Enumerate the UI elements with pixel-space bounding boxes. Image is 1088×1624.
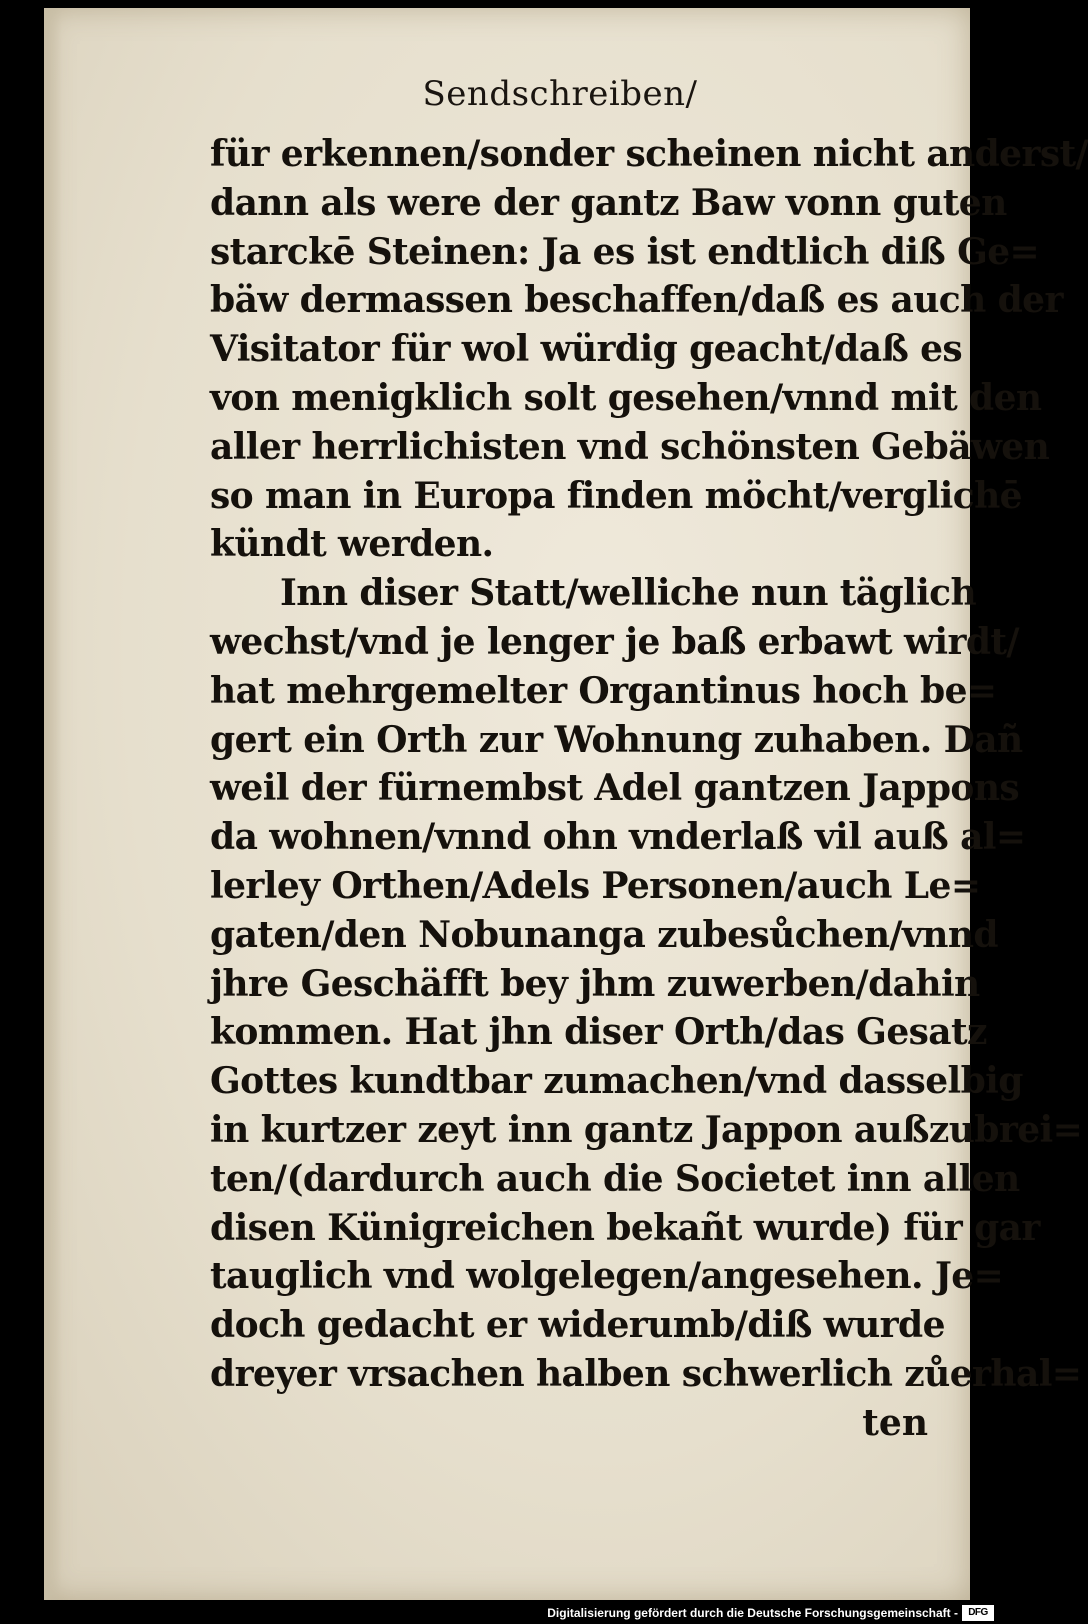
- text-line: von menigklich solt gesehen/vnnd mit den: [210, 376, 1042, 419]
- text-line: da wohnen/vnnd ohn vnderlaß vil auß al=: [210, 816, 1026, 859]
- text-line: Visitator für wol würdig geacht/daß es: [210, 328, 963, 371]
- text-line: weil der fürnembst Adel gantzen Jappons: [210, 767, 1020, 810]
- text-line-paragraph-start: Inn diser Statt/welliche nun täglich: [280, 572, 977, 615]
- text-line: aller herrlichisten vnd schönsten Gebäwen: [210, 425, 1050, 468]
- text-line: tauglich vnd wolgelegen/angesehen. Je=: [210, 1255, 1004, 1298]
- dfg-logo: DFG: [962, 1605, 994, 1621]
- text-line: in kurtzer zeyt inn gantz Jappon außzubrei=: [210, 1108, 1083, 1151]
- text-line: hat mehrgemelter Organtinus hoch be=: [210, 669, 997, 712]
- text-line: kommen. Hat jhn diser Orth/das Gesatz: [210, 1011, 987, 1054]
- text-line: starckē Steinen: Ja es ist endtlich diß Ge=: [210, 230, 1040, 273]
- text-line: bäw dermassen beschaffen/daß es auch der: [210, 279, 1063, 322]
- page-gutter-shadow: [44, 8, 62, 1600]
- digitization-footer: [0, 1600, 1000, 1624]
- text-line: doch gedacht er widerumb/diß wurde: [210, 1304, 945, 1347]
- catchword: ten: [862, 1401, 928, 1444]
- text-line: wechst/vnd je lenger je baß erbawt wirdt/: [210, 620, 1019, 663]
- text-line: lerley Orthen/Adels Personen/auch Le=: [210, 864, 981, 907]
- text-block: [210, 130, 1088, 1448]
- text-line: dreyer vrsachen halben schwerlich zůerhal=: [210, 1352, 1082, 1395]
- text-line: gaten/den Nobunanga zubesůchen/vnnd: [210, 913, 998, 956]
- text-line: so man in Europa finden möcht/verglichē: [210, 474, 1022, 517]
- text-line: ten/(dardurch auch die Societet inn allen: [210, 1157, 1020, 1200]
- running-head: Sendschreiben/: [422, 74, 698, 114]
- funding-credit: Digitalisierung gefördert durch die Deutsche Forschungsgemeinschaft -: [547, 1606, 958, 1620]
- text-line: gert ein Orth zur Wohnung zuhaben. Dañ: [210, 718, 1023, 761]
- text-line: jhre Geschäfft bey jhm zuwerben/dahin: [210, 962, 980, 1005]
- text-line: kündt werden.: [210, 523, 494, 566]
- text-line: für erkennen/sonder scheinen nicht anderst/: [210, 133, 1088, 175]
- text-line: disen Künigreichen bekañt wurde) für gar: [210, 1206, 1040, 1249]
- text-line: dann als were der gantz Baw vonn guten: [210, 181, 1007, 224]
- text-line: Gottes kundtbar zumachen/vnd dasselbig: [210, 1060, 1023, 1103]
